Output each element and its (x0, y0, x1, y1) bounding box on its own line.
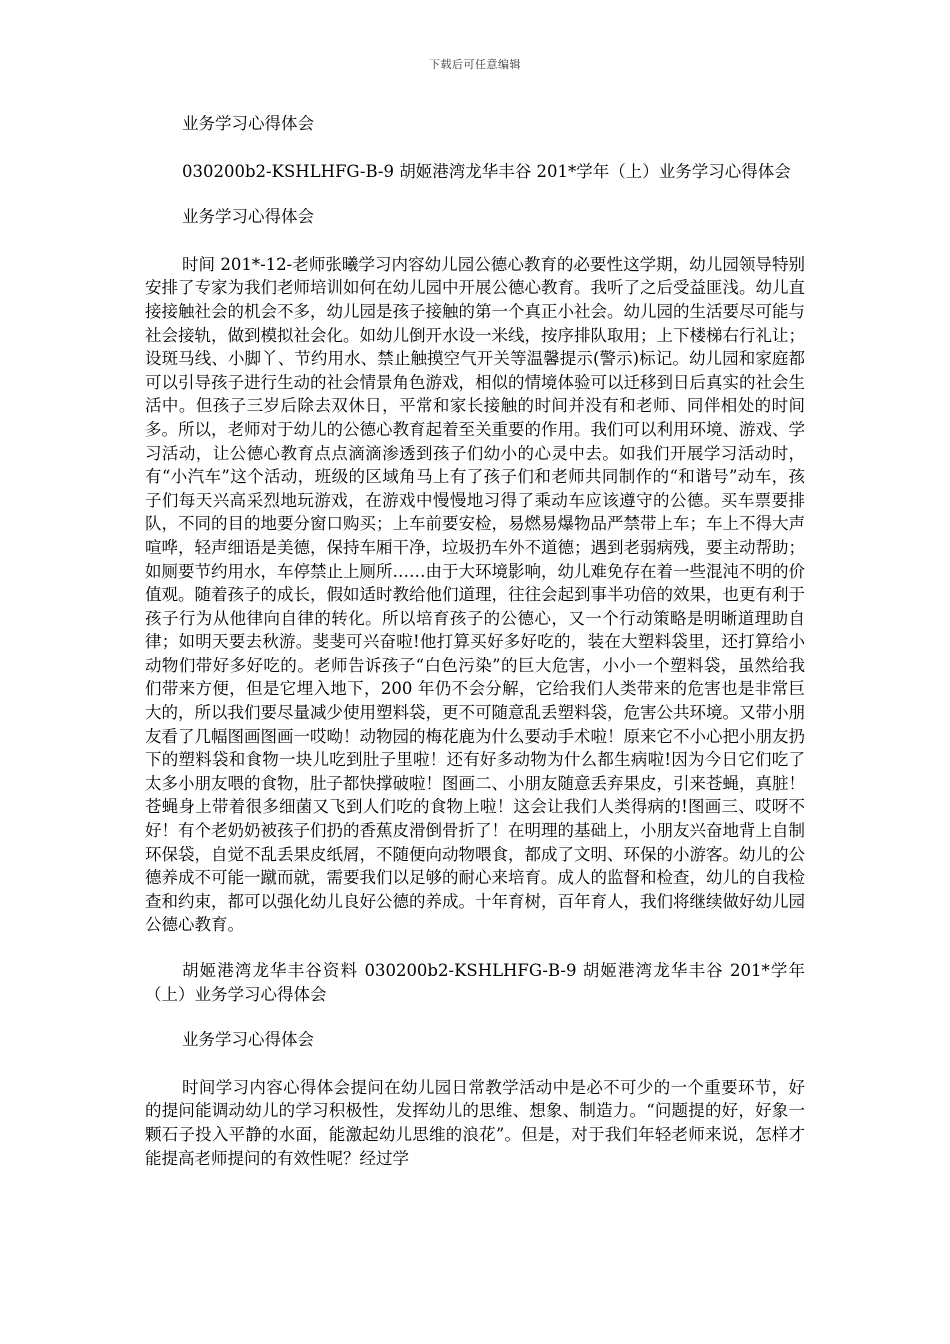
document-heading: 030200b2-KSHLHFG-B-9 胡姬港湾龙华丰谷 201*学年（上）业务学习心得体会 (182, 161, 791, 181)
section-title: 业务学习心得体会 (182, 207, 314, 227)
page-header: 下载后可任意编辑 (429, 58, 521, 71)
body-paragraph: 时间学习内容心得体会提问在幼儿园日常教学活动中是必不可少的一个重要环节，好的提问能调动幼儿的学习积极性，发挥幼儿的思维、想象、制造力。“问题提的好，好象一颗石子投入平静的水面，能激起幼儿思维的浪花”。但是，对于我们年轻老师来说，怎样才能提高老师提问的有效性呢？经过学 (145, 1077, 805, 1168)
section-title: 业务学习心得体会 (182, 1030, 314, 1050)
body-paragraph: 时间 201*-12-老师张曦学习内容幼儿园公德心教育的必要性这学期，幼儿园领导特别安排了专家为我们老师培训如何在幼儿园中开展公德心教育。我听了之后受益匪浅。幼儿直接接触社会的机会不多，幼儿园是孩子接触的第一个真正小社会。幼儿园的生活要尽可能与社会接轨，做到模拟社会化。如幼儿倒开水设一米线，按序排队取用；上下楼梯右行礼让；设斑马线、小脚丫、节约用水、禁止触摸空气开关等温馨提示(警示)标记。幼儿园和家庭都可以引导孩子进行生动的社会情景角色游戏，相似的情境体验可以迁移到日后真实的社会生活中。但孩子三岁后除去双休日，平常和家长接触的时间并没有和老师、同伴相处的时间多。所以，老师对于幼儿的公德心教育起着至关重要的作用。我们可以利用环境、游戏、学习活动，让公德心教育点点滴滴渗透到孩子们幼小的心灵中去。如我们开展学习活动时，有“小汽车”这个活动，班级的区域角马上有了孩子们和老师共同制作的“和谐号”动车，孩子们每天兴高采烈地玩游戏，在游戏中慢慢地习得了乘动车应该遵守的公德。买车票要排队，不同的目的地要分窗口购买；上车前要安检，易燃易爆物品严禁带上车；车上不得大声喧哗，轻声细语是美德，保持车厢干净，垃圾扔车外不道德；遇到老弱病残，要主动帮助；如厕要节约用水，车停禁止上厕所……由于大环境影响，幼儿难免存在着一些混沌不明的价值观。随着孩子的成长，假如适时教给他们道理，往往会起到事半功倍的效果，也更有利于孩子行为从他律向自律的转化。所以培育孩子的公德心，又一个行动策略是明晰道理助自律；如明天要去秋游。斐斐可兴奋啦!他打算买好多好吃的，装在大塑料袋里，还打算给小动物们带好多好吃的。老师告诉孩子“白色污染”的巨大危害，小小一个塑料袋，虽然给我们带来方便，但是它埋入地下，200 年仍不会分解，它给我们人类带来的危害也是非常巨大的，所以我们要尽量减少使用塑料袋，更不可随意乱丢塑料袋，危害公共环境。又带小朋友看了几幅图画图画一哎呦！动物园的梅花鹿为什么要动手术啦！原来它不小心把小朋友扔下的塑料袋和食物一块儿吃到肚子里啦！还有好多动物为什么都生病啦!因为今日它们吃了太多小朋友喂的食物，肚子都快撑破啦！图画二、小朋友随意丢弃果皮，引来苍蝇，真脏！苍蝇身上带着很多细菌又飞到人们吃的食物上啦！这会让我们人类得病的!图画三、哎呀不好！有个老奶奶被孩子们扔的香蕉皮滑倒骨折了！在明理的基础上，小朋友兴奋地背上自制环保袋，自觉不乱丢果皮纸屑，不随便向动物喂食，都成了文明、环保的小游客。幼儿的公德养成不可能一蹴而就，需要我们以足够的耐心来培育。成人的监督和检查，幼儿的自我检查和约束，都可以强化幼儿良好公德的养成。十年育树，百年育人，我们将继续做好幼儿园公德心教育。 (145, 254, 805, 935)
document-body (145, 112, 805, 1194)
section-title: 业务学习心得体会 (182, 114, 314, 133)
document-heading: 胡姬港湾龙华丰谷资料 030200b2-KSHLHFG-B-9 胡姬港湾龙华丰谷 201*学年（上）业务学习心得体会 (145, 961, 805, 1004)
